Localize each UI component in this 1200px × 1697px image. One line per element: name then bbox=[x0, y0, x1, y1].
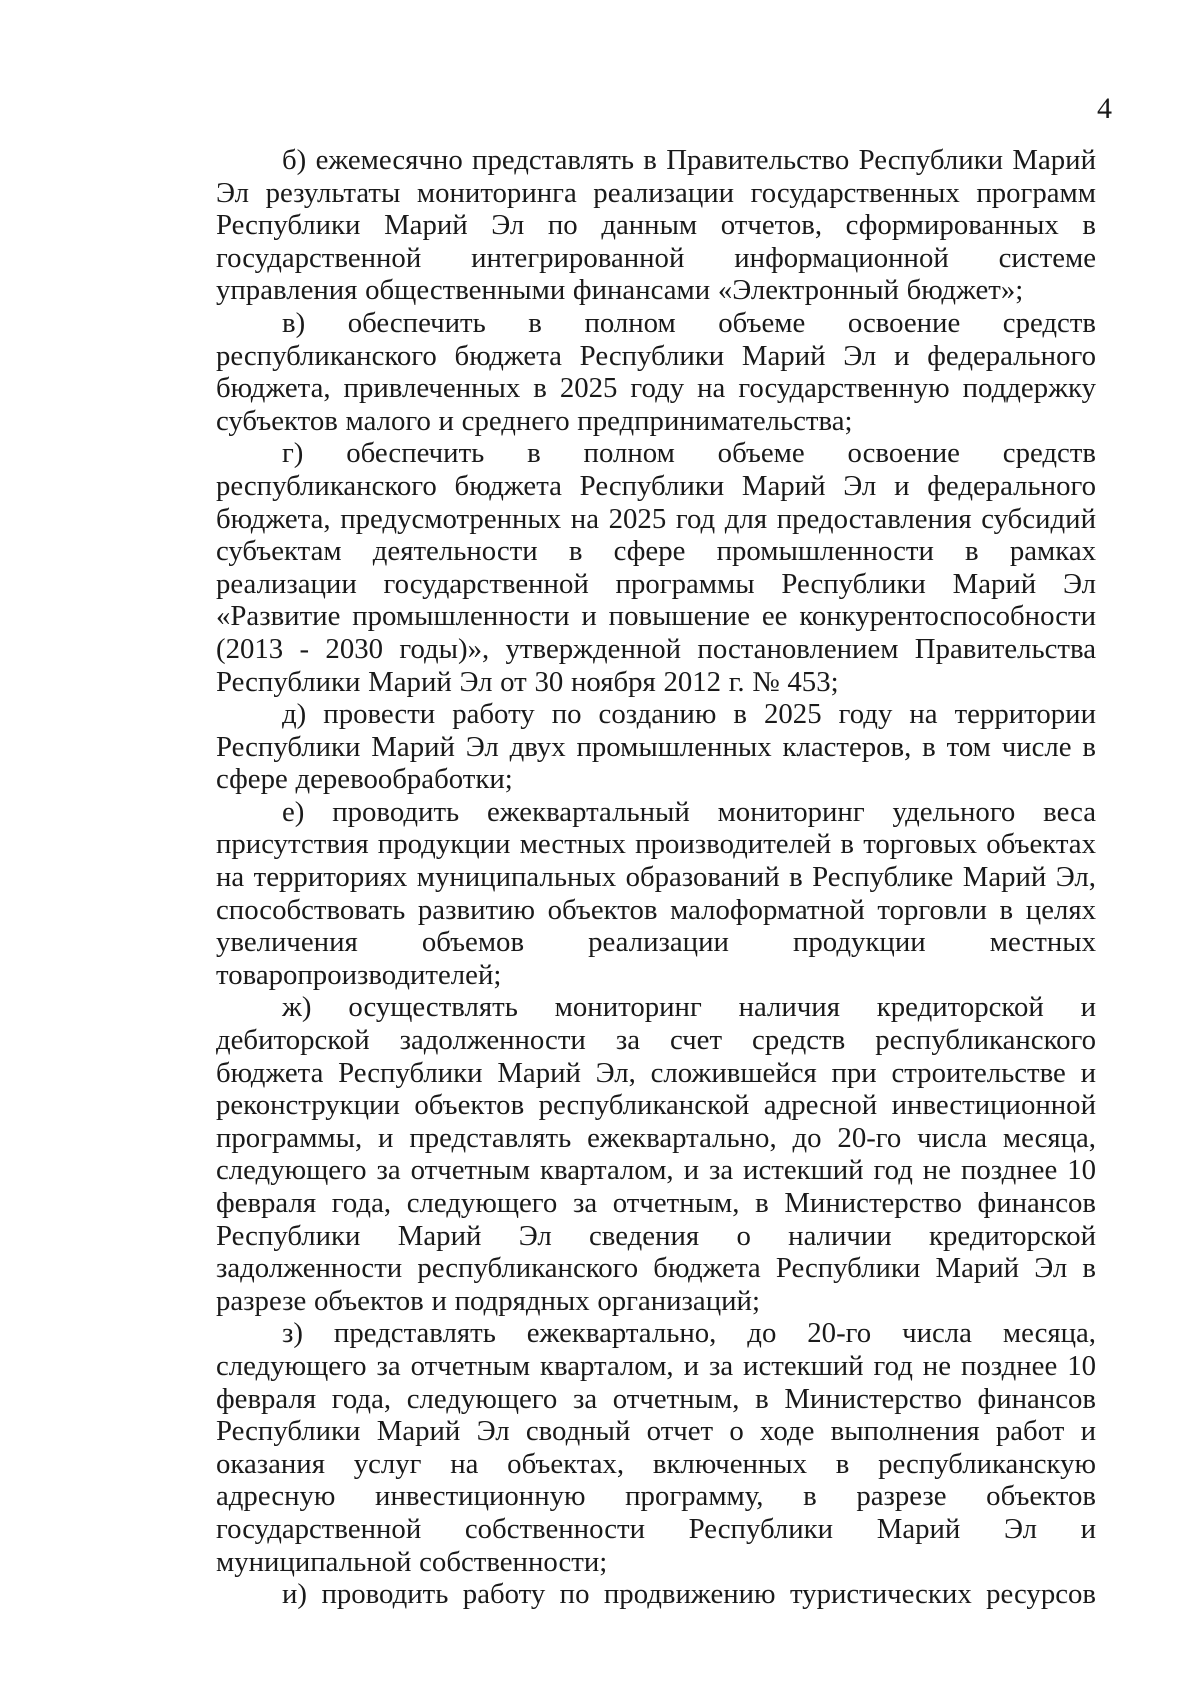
item-marker: б) bbox=[282, 144, 307, 176]
item-marker: в) bbox=[282, 306, 306, 339]
item-marker: и) bbox=[282, 1578, 308, 1611]
item-marker: ж) bbox=[282, 991, 312, 1024]
document-body bbox=[216, 144, 1096, 1611]
item-marker: д) bbox=[282, 698, 307, 731]
paragraph-text: провести работу по созданию в 2025 году на территории Республики Марий Эл двух промышленных кластеров, в том числе в сфере деревообработки; bbox=[216, 698, 1096, 796]
paragraph-d bbox=[216, 698, 1096, 796]
paragraph-v bbox=[216, 307, 1096, 437]
paragraph-g bbox=[216, 437, 1096, 698]
paragraph-b bbox=[216, 144, 1096, 307]
paragraph-e bbox=[216, 796, 1096, 992]
paragraph-text: проводить ежеквартальный мониторинг удельного веса присутствия продукции местных производителей в торговых объектах на территориях муниципальных образований в Республике Марий Эл, способствовать развитию объектов малоформатной торговли в целях увеличения объемов реализации продукции местных товаропроизводителей; bbox=[216, 795, 1096, 991]
paragraph-text: ежемесячно представлять в Правительство Республики Марий Эл результаты мониторинга реализации государственных программ Республики Марий Эл по данным отчетов, сформированных в государственной интегрированной информационной системе управления общественными финансами «Электронный бюджет»; bbox=[216, 144, 1096, 307]
item-marker: г) bbox=[282, 437, 304, 470]
paragraph-z bbox=[216, 1317, 1096, 1578]
paragraph-text: обеспечить в полном объеме освоение средств республиканского бюджета Республики Марий Эл и федерального бюджета, привлеченных в 2025 году на государственную поддержку субъектов малого и среднего предпринимательства; bbox=[216, 306, 1096, 437]
paragraph-text: представлять ежеквартально, до 20-го числа месяца, следующего за отчетным кварталом, и за истекший год не позднее 10 февраля года, следующего за отчетным, в Министерство финансов Республики Марий Эл сводный отчет о ходе выполнения работ и оказания услуг на объектах, включенных в республиканскую адресную инвестиционную программу, в разрезе объектов государственной собственности Республики Марий Эл и муниципальной собственности; bbox=[216, 1317, 1097, 1578]
paragraph-text: проводить работу по продвижению туристических ресурсов bbox=[321, 1578, 1097, 1611]
item-marker: е) bbox=[282, 795, 305, 828]
paragraph-text: обеспечить в полном объеме освоение средств республиканского бюджета Республики Марий Эл и федерального бюджета, предусмотренных на 2025 год для предоставления субсидий субъектам деятельности в сфере промышленности в рамках реализации государственной программы Республики Марий Эл «Развитие промышленности и повышение ее конкурентоспособности (2013 - 2030 годы)», утвержденной постановлением Правительства Республики Марий Эл от 30 ноября 2012 г. № 453; bbox=[216, 437, 1096, 698]
paragraph-text: осуществлять мониторинг наличия кредиторской и дебиторской задолженности за счет средств республиканского бюджета Республики Марий Эл, сложившейся при строительстве и реконструкции объектов республиканской адресной инвестиционной программы, и представлять ежеквартально, до 20-го числа месяца, следующего за отчетным кварталом, и за истекший год не позднее 10 февраля года, следующего за отчетным, в Министерство финансов Республики Марий Эл сведения о наличии кредиторской задолженности республиканского бюджета Республики Марий Эл в разрезе объектов и подрядных организаций; bbox=[216, 991, 1096, 1317]
paragraph-i bbox=[216, 1578, 1096, 1611]
page-number: 4 bbox=[1097, 92, 1112, 125]
paragraph-zh bbox=[216, 991, 1096, 1317]
item-marker: з) bbox=[282, 1317, 303, 1350]
